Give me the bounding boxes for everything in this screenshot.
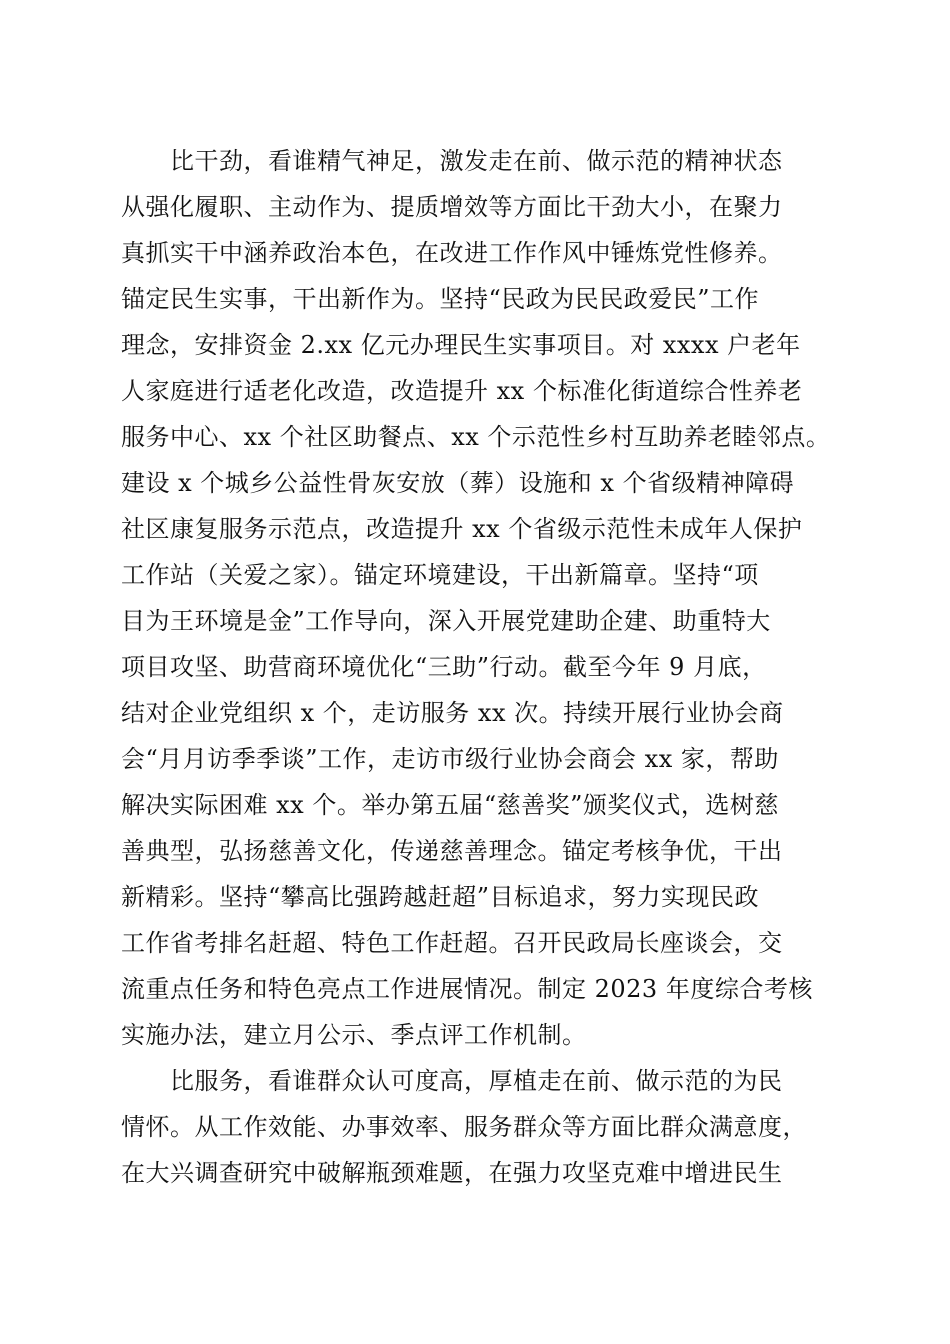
text-line: 流重点任务和特色亮点工作进展情况。制定 2023 年度综合考核 <box>121 975 813 1003</box>
text-line: 工作省考排名赶超、特色工作赶超。召开民政局长座谈会，交 <box>121 929 783 957</box>
text-line: 服务中心、xx 个社区助餐点、xx 个示范性乡村互助养老睦邻点。 <box>121 423 831 451</box>
text-line: 锚定民生实事，干出新作为。坚持“民政为民民政爱民”工作 <box>121 285 760 313</box>
text-line: 解决实际困难 xx 个。举办第五届“慈善奖”颁奖仪式，选树慈 <box>121 791 779 819</box>
text-line: 建设 x 个城乡公益性骨灰安放（葬）设施和 x 个省级精神障碍 <box>121 469 795 497</box>
text-line: 比干劲，看谁精气神足，激发走在前、做示范的精神状态 <box>170 147 783 175</box>
text-line: 项目攻坚、助营商环境优化“三助”行动。截至今年 9 月底， <box>121 653 767 681</box>
text-line: 会“月月访季季谈”工作，走访市级行业协会商会 xx 家，帮助 <box>121 745 779 773</box>
text-line: 从强化履职、主动作为、提质增效等方面比干劲大小，在聚力 <box>121 193 783 221</box>
text-line: 新精彩。坚持“攀高比强跨越赶超”目标追求，努力实现民政 <box>121 883 760 911</box>
text-line: 工作站（关爱之家）。锚定环境建设，干出新篇章。坚持“项 <box>121 561 759 589</box>
text-line: 社区康复服务示范点，改造提升 xx 个省级示范性未成年人保护 <box>121 515 803 543</box>
text-line: 真抓实干中涵养政治本色，在改进工作作风中锤炼党性修养。 <box>121 239 783 267</box>
text-line: 结对企业党组织 x 个，走访服务 xx 次。持续开展行业协会商 <box>121 699 784 727</box>
text-line: 情怀。从工作效能、办事效率、服务群众等方面比群众满意度， <box>121 1113 807 1141</box>
text-line: 实施办法，建立月公示、季点评工作机制。 <box>121 1021 587 1049</box>
text-line: 在大兴调查研究中破解瓶颈难题，在强力攻坚克难中增进民生 <box>121 1159 783 1187</box>
text-line: 目为王环境是金”工作导向，深入开展党建助企建、助重特大 <box>121 607 771 635</box>
text-line: 理念，安排资金 2.xx 亿元办理民生实事项目。对 xxxx 户老年 <box>121 331 801 359</box>
text-line: 比服务，看谁群众认可度高，厚植走在前、做示范的为民 <box>170 1067 783 1095</box>
text-line: 人家庭进行适老化改造，改造提升 xx 个标准化街道综合性养老 <box>121 377 803 405</box>
text-line: 善典型，弘扬慈善文化，传递慈善理念。锚定考核争优，干出 <box>121 837 783 865</box>
